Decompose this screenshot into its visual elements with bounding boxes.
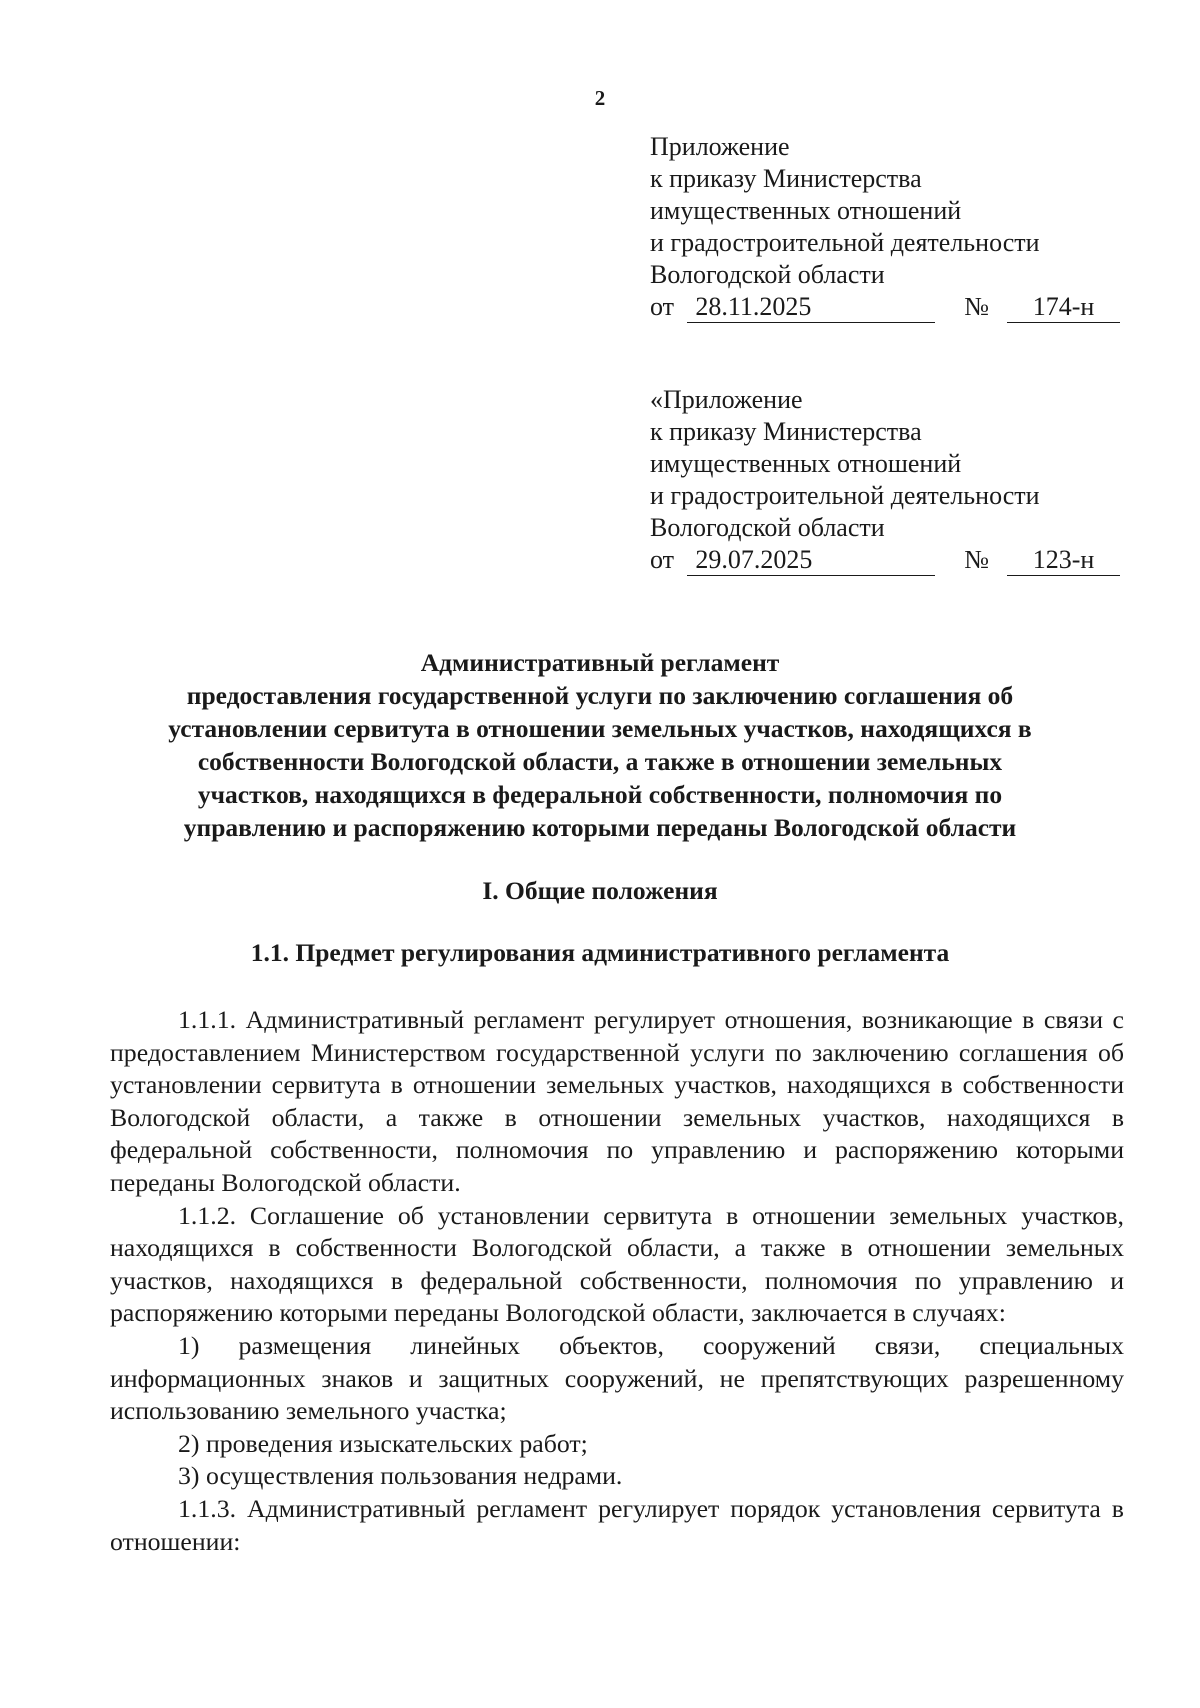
appendix-line: имущественных отношений [650,449,962,478]
appendix-line: имущественных отношений [650,196,962,225]
order-date: 29.07.2025 [687,545,935,576]
number-label: № [964,545,990,574]
order-reference [650,291,1120,323]
order-number: 123-н [1007,545,1120,576]
order-number: 174-н [1007,292,1120,323]
paragraph: 3) осуществления пользования недрами. [178,1461,623,1491]
title-line: Административный регламент [420,648,780,677]
appendix-block-original [650,384,1120,576]
appendix-line: и градостроительной деятельности [650,228,1040,257]
order-reference [650,544,1120,576]
number-label: № [964,292,990,321]
title-line: участков, находящихся в федеральной собственности, полномочия по [197,780,1003,809]
appendix-line: к приказу Министерства [650,164,922,193]
appendix-line: Приложение [650,132,790,161]
paragraph: 1.1.2. Соглашение об установлении сервитута в отношении земельных участков, находящихся в собственности Вологодской области, а также в отношении земельных участков, находящихся в федеральной собственности, полномочия по управлению и распоряжению которыми переданы Вологодской области, заключается в случаях: [110,1200,1124,1328]
subsection-heading: 1.1. Предмет регулирования административного регламента [250,938,950,967]
paragraph: 1.1.3. Административный регламент регулирует порядок установления сервитута в отношении: [110,1493,1124,1556]
appendix-line: к приказу Министерства [650,417,922,446]
document-title [100,646,1100,844]
appendix-line: Вологодской области [650,260,885,289]
body-text [110,1004,1124,1558]
from-label: от [650,292,675,321]
paragraph: 1.1.1. Административный регламент регулирует отношения, возникающие в связи с предоставлением Министерством государственной услуги по заключению соглашения об установлении сервитута в отношении земельных участков, находящихся в собственности Вологодской области, а также в отношении земельных участков, находящихся в федеральной собственности, полномочия по управлению и распоряжению которыми переданы Вологодской области. [110,1005,1124,1197]
page-number: 2 [594,86,606,110]
appendix-block-current [650,131,1120,323]
appendix-line: и градостроительной деятельности [650,481,1040,510]
title-line: предоставления государственной услуги по заключению соглашения об [186,681,1014,710]
title-line: установлении сервитута в отношении земельных участков, находящихся в [168,714,1032,743]
appendix-line: Вологодской области [650,513,885,542]
appendix-line: «Приложение [650,385,803,414]
from-label: от [650,545,675,574]
order-date: 28.11.2025 [687,292,935,323]
paragraph: 2) проведения изыскательских работ; [178,1428,588,1458]
title-line: собственности Вологодской области, а также в отношении земельных [197,747,1003,776]
paragraph: 1) размещения линейных объектов, сооружений связи, специальных информационных знаков и защитных сооружений, не препятствующих разрешенному использованию земельного участка; [110,1330,1124,1426]
section-heading: I. Общие положения [482,876,718,905]
title-line: управлению и распоряжению которыми переданы Вологодской области [183,813,1017,842]
